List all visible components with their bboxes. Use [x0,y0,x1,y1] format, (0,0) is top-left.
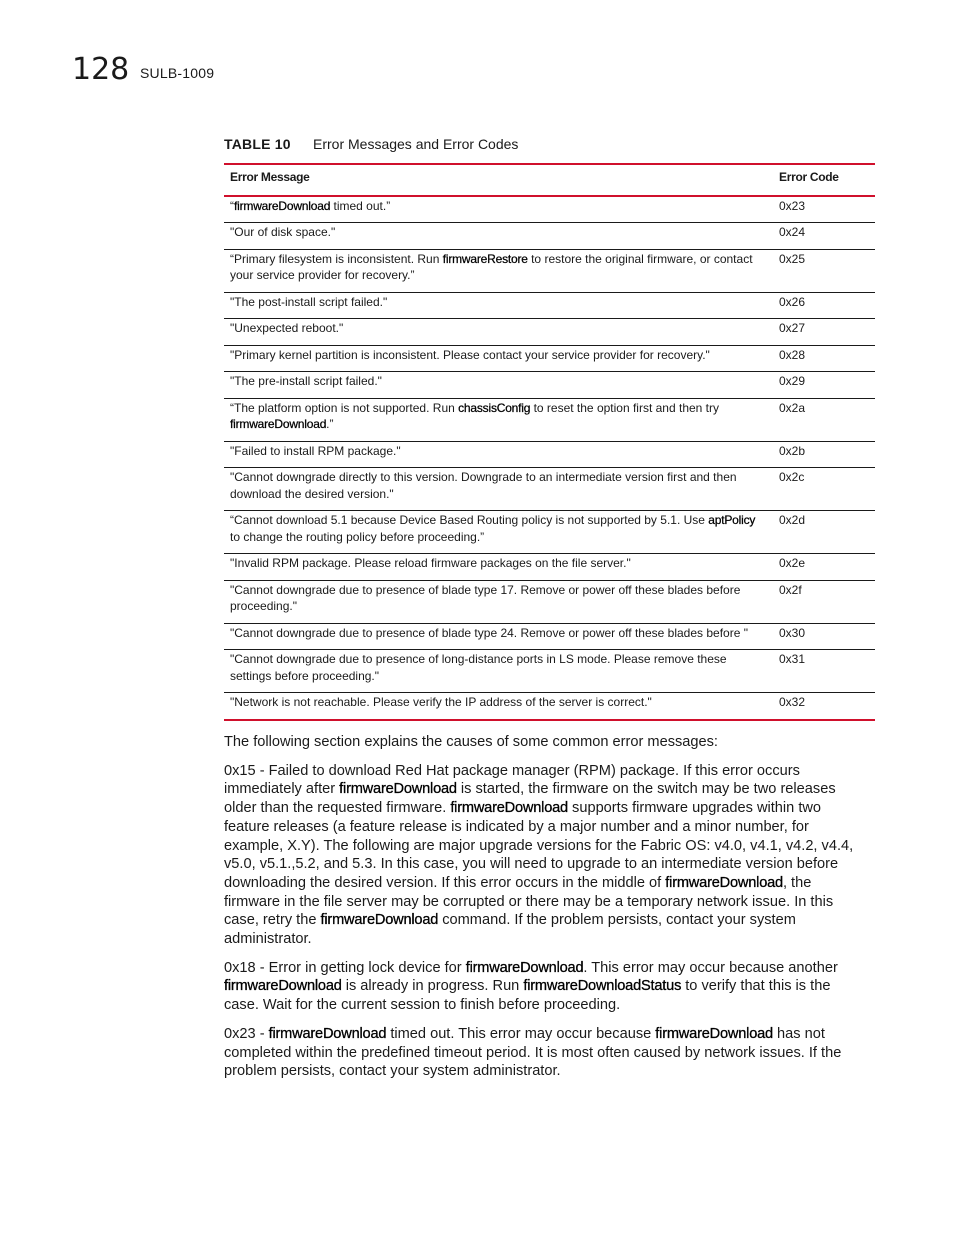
page-number: 128 [72,52,130,87]
table-row [224,249,875,292]
text-run: “Primary filesystem is inconsistent. Run [230,251,443,266]
error-message-cell [224,580,773,623]
command-name: firmwareDownload [234,198,331,213]
text-run: 0x23 - [224,1025,269,1042]
error-message-cell [224,292,773,319]
text-run: has not completed within the predefined timeout period. It is most often caused by network issues. If the problem persists, contact your system administrator. [224,1025,842,1080]
text-run: is already in progress. Run [341,978,524,995]
text-run: "Cannot downgrade directly to this version. Downgrade to an intermediate version first and then download the desired version." [230,470,737,501]
table-row [224,398,875,441]
text-run: timed out. This error may occur because [386,1025,656,1042]
text-run: "Cannot downgrade due to presence of long-distance ports in LS mode. Please remove these settings before proceeding." [230,652,727,683]
error-message-cell [224,468,773,511]
paragraph [224,762,864,949]
table-title: Error Messages and Error Codes [313,136,519,152]
error-code-cell: 0x23 [773,196,875,223]
error-code-cell: 0x26 [773,292,875,319]
command-name: firmwareDownload [230,417,327,431]
text-run: "Network is not reachable. Please verify the IP address of the server is correct." [230,695,652,709]
text-run: The following section explains the causes of some common error messages: [224,734,718,750]
table-header-row [224,164,875,196]
table-row [224,693,875,720]
command-name: firmwareDownloadStatus [523,978,682,995]
text-run: timed out.” [330,198,391,213]
text-run: to restore the original firmware, or contact your service provider for recovery.” [230,251,753,282]
error-message-cell [224,223,773,250]
text-run: "Primary kernel partition is inconsistent. Please contact your service provider for recovery." [230,347,710,362]
table-label: TABLE 10 [224,136,291,152]
table-row [224,196,875,223]
text-run: "Failed to install RPM package." [230,443,401,458]
table-row [224,554,875,581]
error-code-cell: 0x29 [773,372,875,399]
command-name: chassisConfig [458,400,531,415]
command-name: firmwareRestore [442,251,528,266]
text-run: to verify that this is the case. Wait for the current session to finish before proceeding. [224,978,831,1014]
table-row [224,650,875,693]
text-run: .” [326,417,334,431]
text-run: "The pre-install script failed." [230,374,382,388]
column-header-code: Error Code [773,164,875,196]
error-message-cell [224,511,773,554]
text-run: “Cannot download 5.1 because Device Based Routing policy is not supported by 5.1. Use [230,513,709,527]
table-row [224,623,875,650]
text-run: 0x18 - Error in getting lock device for [224,959,466,976]
table-caption [224,135,519,153]
command-name: firmwareDownload [268,1025,387,1042]
table-row [224,345,875,372]
paragraph [224,733,864,752]
error-message-cell [224,650,773,693]
error-message-cell [224,441,773,468]
command-name: firmwareDownload [339,781,457,798]
text-run: is started, the firmware on the switch may be two releases older than the requested firmware. [224,781,836,817]
text-run: . This error may occur because another [583,959,838,976]
error-code-cell: 0x25 [773,249,875,292]
text-run: command. If the problem persists, contact your system administrator. [224,912,796,948]
table-row [224,372,875,399]
table-body [224,196,875,720]
error-code-cell: 0x27 [773,319,875,346]
text-run: , the firmware in the file server may be corrupted or there may be a temporary network issue. In this case, retry the [224,874,834,929]
error-code-cell: 0x28 [773,345,875,372]
error-message-cell [224,345,773,372]
text-run: "Invalid RPM package. Please reload firmware packages on the file server." [230,556,631,570]
text-run: "The post-install script failed." [230,294,388,309]
command-name: aptPolicy [708,513,756,527]
error-message-cell [224,372,773,399]
error-code-cell: 0x2e [773,554,875,581]
command-name: firmwareDownload [655,1025,773,1042]
text-run: to change the routing policy before proceeding.” [230,529,485,544]
table-row [224,441,875,468]
text-run: "Cannot downgrade due to presence of blade type 24. Remove or power off these blades before " [230,625,748,640]
text-run: "Unexpected reboot." [230,321,344,335]
text-run: "Cannot downgrade due to presence of blade type 17. Remove or power off these blades before proceeding." [230,582,741,613]
text-run: “ [230,198,234,213]
table-row [224,468,875,511]
command-name: firmwareDownload [450,800,568,817]
error-code-cell: 0x2d [773,511,875,554]
paragraph [224,959,864,1015]
command-name: firmwareDownload [320,912,439,929]
error-code-cell: 0x2a [773,398,875,441]
error-code-cell: 0x2c [773,468,875,511]
document-id: SULB-1009 [140,65,215,81]
error-code-cell: 0x2f [773,580,875,623]
paragraph [224,1025,864,1081]
error-message-cell [224,623,773,650]
text-run: 0x15 - Failed to download Red Hat package manager (RPM) package. If this error occurs immediately after [224,762,800,798]
error-message-cell [224,319,773,346]
body-text [224,733,864,1091]
command-name: firmwareDownload [224,978,342,995]
error-code-cell: 0x31 [773,650,875,693]
error-message-cell [224,398,773,441]
error-code-cell: 0x32 [779,695,806,709]
error-codes-table [224,163,875,721]
text-run: “The platform option is not supported. Run [230,400,459,415]
command-name: firmwareDownload [665,874,783,891]
error-code-cell: 0x24 [773,223,875,250]
command-name: firmwareDownload [465,959,584,976]
table-row [224,223,875,250]
text-run: supports firmware upgrades within two feature releases (a feature release is indicated by a major number and a minor number, for example, X.Y). The following are major upgrade versions for the Fabric OS: v4.0, v4.1, v4.2, v4.4, v5.0, v5.1.,5.2, and 5.3. In this case, you will need to upgrade to an intermediate version before downloading the desired version. If this error occurs in the middle of [224,800,854,891]
error-message-cell [224,693,773,720]
error-code-cell: 0x30 [773,623,875,650]
text-run: "Our of disk space." [230,225,336,239]
error-code-cell: 0x2b [773,441,875,468]
table-row [224,580,875,623]
text-run: to reset the option first and then try [530,400,720,415]
table-row [224,319,875,346]
column-header-message: Error Message [224,164,773,196]
table-row [224,511,875,554]
table-row [224,292,875,319]
error-message-cell [224,249,773,292]
error-message-cell [224,196,773,223]
error-message-cell [224,554,773,581]
